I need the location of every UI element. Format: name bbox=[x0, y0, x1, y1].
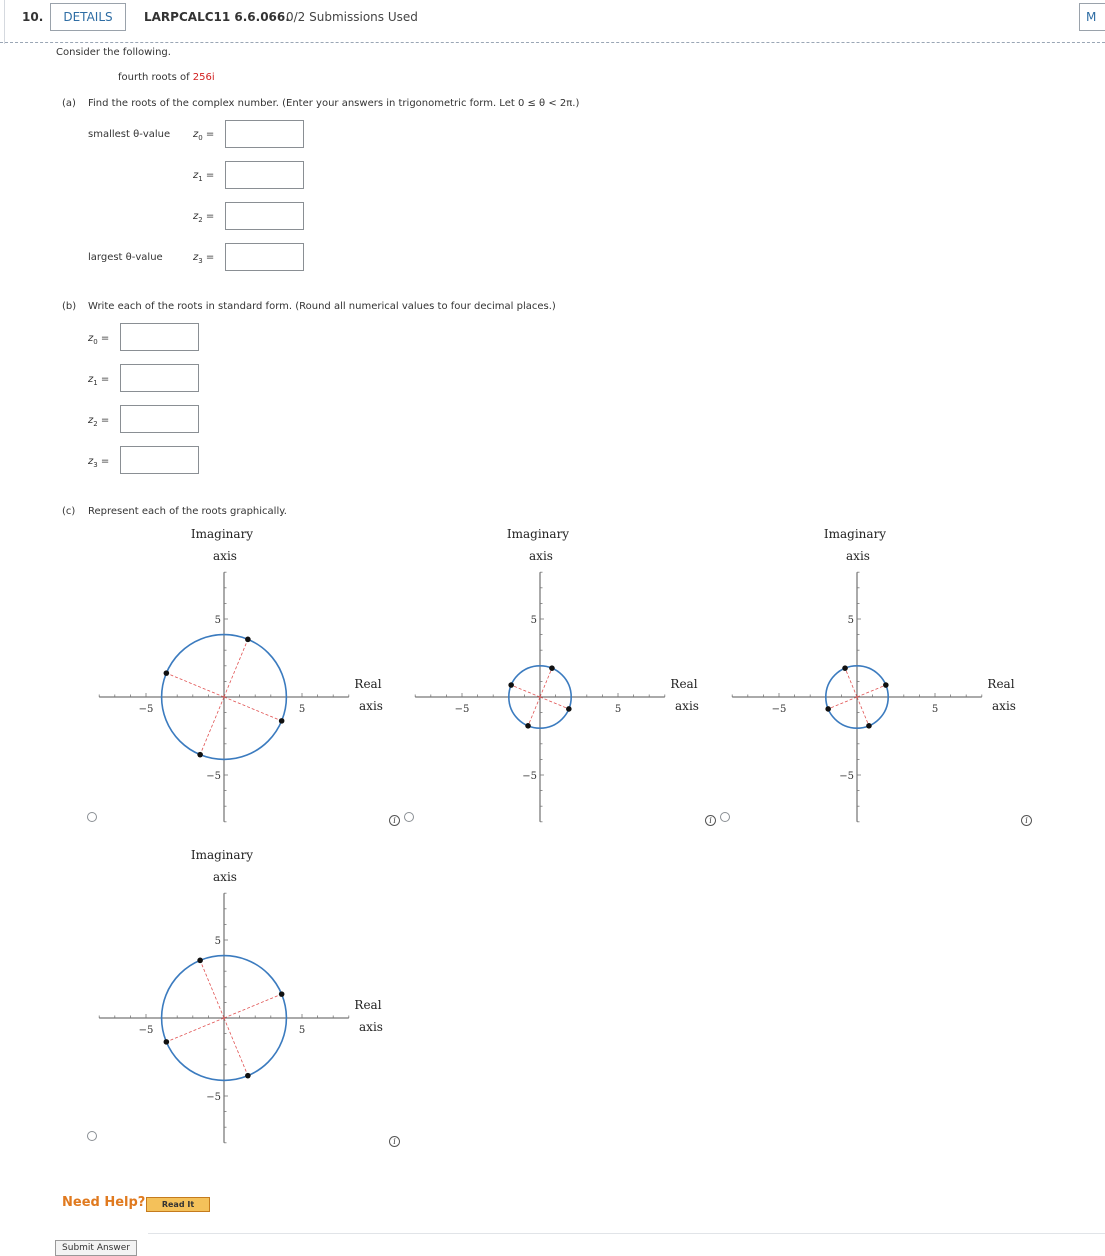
root-radius-line bbox=[828, 697, 857, 709]
imaginary-axis-label: Imaginary bbox=[190, 527, 254, 541]
y-tick-label-5: 5 bbox=[530, 615, 537, 626]
imaginary-axis-label: axis bbox=[529, 549, 553, 563]
info-icon[interactable]: i bbox=[389, 1136, 400, 1147]
root-radius-line bbox=[200, 960, 224, 1018]
x-tick-label-5: 5 bbox=[931, 704, 939, 715]
read-it-button[interactable]: Read It bbox=[146, 1197, 210, 1212]
option-4-radio[interactable] bbox=[87, 1131, 97, 1141]
problem-statement bbox=[118, 72, 215, 83]
imaginary-axis-label: axis bbox=[213, 870, 237, 884]
x-tick-label-5: 5 bbox=[298, 704, 306, 715]
b-z2-input[interactable] bbox=[120, 405, 199, 433]
question-id: LARPCALC11 6.6.066. bbox=[144, 10, 290, 24]
root-radius-line bbox=[224, 994, 282, 1018]
option-1-radio[interactable] bbox=[87, 812, 97, 822]
x-tick-label-neg5: −5 bbox=[138, 1025, 154, 1036]
a-z2-label: $z_2$ = bbox=[193, 211, 215, 224]
a-z3-label: $z_3$ = bbox=[193, 252, 215, 265]
graph-option-3 bbox=[723, 520, 1033, 830]
root-radius-line bbox=[224, 1018, 248, 1076]
root-point bbox=[508, 682, 514, 688]
root-point bbox=[279, 991, 285, 997]
part-c-instruction: Represent each of the roots graphically. bbox=[88, 506, 287, 517]
b-z1-input[interactable] bbox=[120, 364, 199, 392]
a-z1-input[interactable] bbox=[225, 161, 304, 189]
real-axis-label: axis bbox=[359, 699, 383, 713]
part-b-instruction: Write each of the roots in standard form. (Round all numerical values to four decimal places.) bbox=[88, 301, 556, 312]
root-radius-line bbox=[857, 697, 869, 726]
root-point bbox=[245, 1073, 251, 1079]
info-icon[interactable]: i bbox=[389, 815, 400, 826]
a-z0-input[interactable] bbox=[225, 120, 304, 148]
root-point bbox=[525, 723, 531, 729]
imaginary-axis-label: Imaginary bbox=[506, 527, 570, 541]
root-radius-line bbox=[540, 668, 552, 697]
x-tick-label-5: 5 bbox=[614, 704, 622, 715]
b-z2-label: $z_2$ = bbox=[88, 415, 110, 428]
option-2-radio[interactable] bbox=[404, 812, 414, 822]
root-radius-line bbox=[166, 673, 224, 697]
x-tick-label-5: 5 bbox=[298, 1025, 306, 1036]
a-z3-input[interactable] bbox=[225, 243, 304, 271]
imaginary-axis-label: axis bbox=[846, 549, 870, 563]
submit-answer-button[interactable]: Submit Answer bbox=[55, 1240, 137, 1256]
y-tick-label-5: 5 bbox=[214, 936, 221, 947]
a-z2-input[interactable] bbox=[225, 202, 304, 230]
root-point bbox=[566, 706, 572, 712]
root-radius-line bbox=[511, 685, 540, 697]
y-tick-label-neg5: −5 bbox=[522, 771, 537, 782]
part-a-letter: (a) bbox=[62, 98, 76, 109]
imaginary-axis-label: Imaginary bbox=[190, 848, 254, 862]
real-axis-label: Real bbox=[670, 677, 698, 691]
info-icon[interactable]: i bbox=[705, 815, 716, 826]
intro-text: Consider the following. bbox=[56, 47, 171, 58]
root-point bbox=[279, 718, 285, 724]
root-point bbox=[245, 637, 251, 643]
problem-value: 256i bbox=[192, 72, 215, 83]
imaginary-axis-label: axis bbox=[213, 549, 237, 563]
root-point bbox=[842, 665, 848, 671]
root-point bbox=[866, 723, 872, 729]
root-radius-line bbox=[845, 668, 857, 697]
smallest-theta-label: smallest θ-value bbox=[88, 129, 171, 140]
root-point bbox=[197, 958, 203, 964]
header-left-border bbox=[4, 0, 5, 44]
root-radius-line bbox=[166, 1018, 224, 1042]
submissions-used: 0/2 Submissions Used bbox=[286, 10, 418, 24]
bottom-divider bbox=[148, 1233, 1105, 1234]
y-tick-label-neg5: −5 bbox=[206, 1092, 221, 1103]
my-notes-button[interactable]: M bbox=[1079, 3, 1105, 31]
real-axis-label: Real bbox=[354, 677, 382, 691]
problem-prefix: fourth roots of bbox=[118, 72, 193, 83]
b-z3-input[interactable] bbox=[120, 446, 199, 474]
a-z0-label: $z_0$ = bbox=[193, 129, 215, 142]
largest-theta-label: largest θ-value bbox=[88, 252, 163, 263]
b-z0-label: $z_0$ = bbox=[88, 333, 110, 346]
x-tick-label-neg5: −5 bbox=[454, 704, 470, 715]
root-point bbox=[549, 665, 555, 671]
root-radius-line bbox=[224, 639, 248, 697]
question-number: 10. bbox=[22, 10, 44, 24]
graph-option-2 bbox=[406, 520, 716, 830]
root-point bbox=[197, 752, 203, 758]
part-b-letter: (b) bbox=[62, 301, 77, 312]
root-point bbox=[164, 670, 170, 676]
b-z3-label: $z_3$ = bbox=[88, 456, 110, 469]
root-point bbox=[883, 682, 889, 688]
root-radius-line bbox=[857, 685, 886, 697]
real-axis-label: Real bbox=[354, 998, 382, 1012]
b-z0-input[interactable] bbox=[120, 323, 199, 351]
real-axis-label: axis bbox=[359, 1020, 383, 1034]
real-axis-label: axis bbox=[675, 699, 699, 713]
root-radius-line bbox=[224, 697, 282, 721]
y-tick-label-neg5: −5 bbox=[206, 771, 221, 782]
x-tick-label-neg5: −5 bbox=[771, 704, 787, 715]
root-radius-line bbox=[200, 697, 224, 755]
a-z1-label: $z_1$ = bbox=[193, 170, 215, 183]
graph-option-4 bbox=[90, 841, 400, 1151]
root-radius-line bbox=[540, 697, 569, 709]
details-button[interactable]: DETAILS bbox=[50, 3, 126, 31]
root-point bbox=[825, 706, 831, 712]
info-icon[interactable]: i bbox=[1021, 815, 1032, 826]
graph-option-1 bbox=[90, 520, 400, 830]
y-tick-label-5: 5 bbox=[214, 615, 221, 626]
header-divider bbox=[0, 42, 1105, 43]
b-z1-label: $z_1$ = bbox=[88, 374, 110, 387]
real-axis-label: Real bbox=[987, 677, 1015, 691]
part-c-letter: (c) bbox=[62, 506, 76, 517]
imaginary-axis-label: Imaginary bbox=[823, 527, 887, 541]
y-tick-label-neg5: −5 bbox=[839, 771, 854, 782]
y-tick-label-5: 5 bbox=[847, 615, 854, 626]
part-a-instruction: Find the roots of the complex number. (Enter your answers in trigonometric form. Let 0 ≤ θ < 2π.) bbox=[88, 98, 580, 109]
root-radius-line bbox=[528, 697, 540, 726]
option-3-radio[interactable] bbox=[720, 812, 730, 822]
need-help-label: Need Help? bbox=[62, 1195, 146, 1210]
x-tick-label-neg5: −5 bbox=[138, 704, 154, 715]
real-axis-label: axis bbox=[992, 699, 1016, 713]
root-point bbox=[164, 1039, 170, 1045]
